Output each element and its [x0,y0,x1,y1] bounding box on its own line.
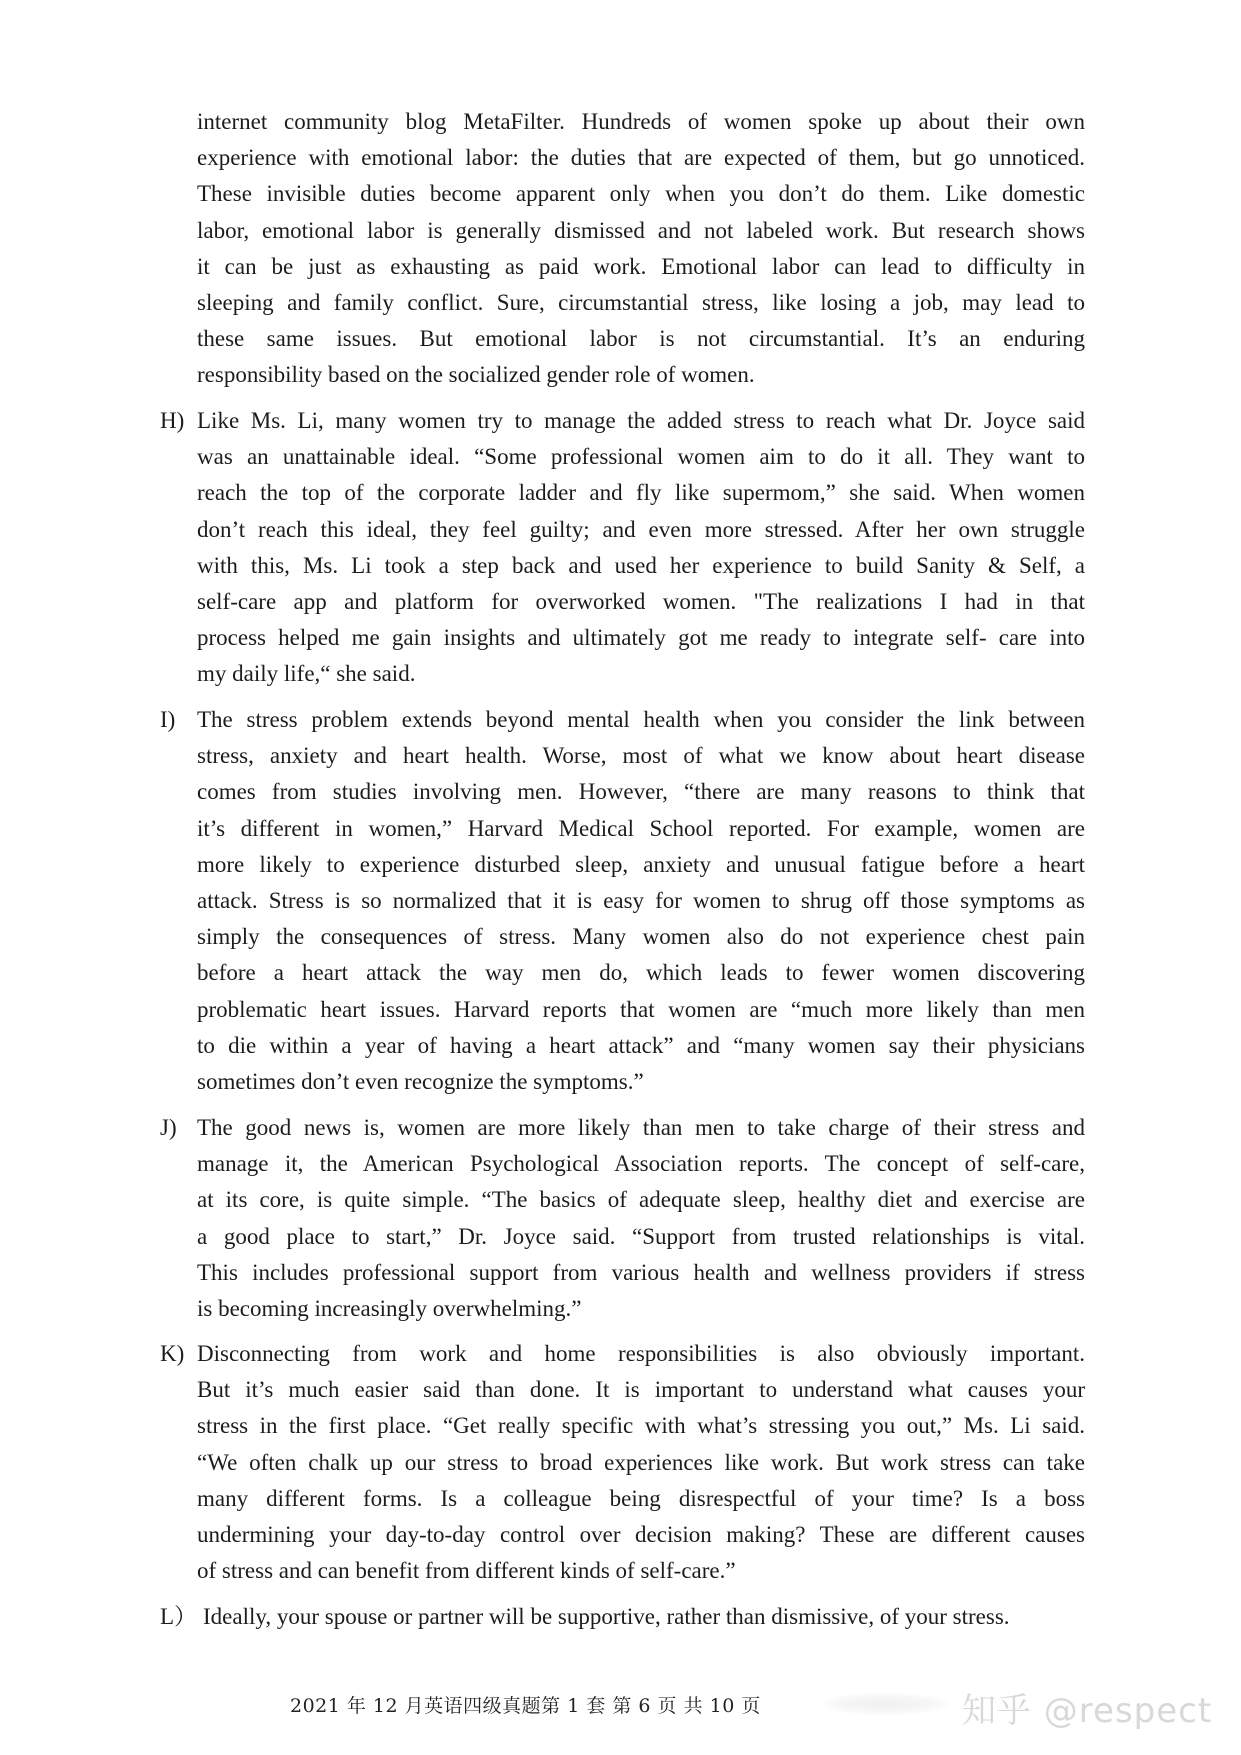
watermark: 知乎 @respect [962,1691,1213,1731]
text-line: Like Ms. Li, many women try to manage the added stress to reach what Dr. Joyce said [197,408,1085,433]
text-line: reach the top of the corporate ladder and fly like supermom,” she said. When women [197,480,1085,506]
footer-page-info: 2021 年 12 月英语四级真题第 1 套 第 6 页 共 10 页 [290,1695,761,1717]
paragraph-g [197,104,1085,394]
text-line: Disconnecting from work and home responsibilities is also obviously important. [197,1341,1085,1366]
text-line: manage it, the American Psychological Association reports. The concept of self-care, [197,1151,1085,1177]
text-line: it can be just as exhausting as paid work. Emotional labor can lead to difficulty in [197,253,1085,279]
text-line: labor, emotional labor is generally dismissed and not labeled work. But research shows [197,217,1085,243]
text-line: don’t reach this ideal, they feel guilty; and even more stressed. After her own struggle [197,516,1085,542]
paragraph-label-j: J) [160,1115,177,1140]
text-line: it’s different in women,” Harvard Medical School reported. For example, women are [197,815,1085,841]
paragraph-label-k: K) [160,1341,185,1366]
text-line: sleeping and family conflict. Sure, circumstantial stress, like losing a job, may lead to [197,290,1085,316]
text-line: with this, Ms. Li took a step back and used her experience to build Sanity & Self, a [197,552,1085,578]
text-line: This includes professional support from various health and wellness providers if stress [197,1259,1085,1285]
paragraph-j [197,1110,1085,1327]
text-line: The stress problem extends beyond mental health when you consider the link between [197,707,1085,732]
paragraph-label-i: I) [160,707,176,732]
text-line: problematic heart issues. Harvard reports that women are “much more likely than men [197,996,1085,1022]
paragraph-i [197,702,1085,1100]
text-line: But it’s much easier said than done. It is important to understand what causes your [197,1377,1085,1403]
text-line: stress in the first place. “Get really specific with what’s stressing you out,” Ms. Li said. [197,1413,1085,1439]
page-footer [0,1683,1241,1731]
text-line: undermining your day-to-day control over decision making? These are different causes [197,1522,1085,1548]
paragraph-l [203,1599,1085,1635]
text-line: sometimes don’t even recognize the symptoms.” [197,1069,644,1095]
text-line: simply the consequences of stress. Many women also do not experience chest pain [197,924,1085,950]
text-line: many different forms. Is a colleague being disrespectful of your time? Is a boss [197,1485,1085,1511]
text-line: “We often chalk up our stress to broad experiences like work. But work stress can take [197,1449,1085,1475]
text-line: of stress and can benefit from different kinds of self-care.” [197,1558,736,1584]
paragraph-label-l: L） [160,1604,198,1629]
text-line: attack. Stress is so normalized that it is easy for women to shrug off those symptoms as [197,888,1085,914]
text-line: comes from studies involving men. However, “there are many reasons to think that [197,779,1085,805]
text-line: experience with emotional labor: the duties that are expected of them, but go unnoticed. [197,145,1085,171]
text-line: a good place to start,” Dr. Joyce said. “Support from trusted relationships is vital. [197,1223,1085,1249]
text-line: these same issues. But emotional labor is not circumstantial. It’s an enduring [197,326,1085,352]
text-line: my daily life,“ she said. [197,661,416,687]
text-line: The good news is, women are more likely than men to take charge of their stress and [197,1115,1085,1140]
text-line: These invisible duties become apparent only when you don’t do them. Like domestic [197,181,1085,207]
paragraph-h [197,403,1085,693]
text-line: before a heart attack the way men do, which leads to fewer women discovering [197,960,1085,986]
text-line: is becoming increasingly overwhelming.” [197,1296,582,1322]
text-line: Ideally, your spouse or partner will be supportive, rather than dismissive, of your stress. [203,1604,1010,1629]
text-line: internet community blog MetaFilter. Hundreds of women spoke up about their own [197,109,1085,134]
text-line: self-care app and platform for overworked women. "The realizations I had in that [197,589,1085,615]
paragraph-k [197,1336,1085,1589]
text-line: at its core, is quite simple. “The basics of adequate sleep, healthy diet and exercise are [197,1187,1085,1213]
paragraph-label-h: H) [160,408,185,433]
text-line: process helped me gain insights and ultimately got me ready to integrate self- care into [197,625,1085,651]
text-line: responsibility based on the socialized gender role of women. [197,362,755,388]
text-line: was an unattainable ideal. “Some professional women aim to do it all. They want to [197,444,1085,470]
text-line: to die within a year of having a heart attack” and “many women say their physicians [197,1032,1085,1058]
scan-smudge [820,1693,950,1715]
text-line: stress, anxiety and heart health. Worse, most of what we know about heart disease [197,743,1085,769]
text-line: more likely to experience disturbed sleep, anxiety and unusual fatigue before a heart [197,851,1085,877]
